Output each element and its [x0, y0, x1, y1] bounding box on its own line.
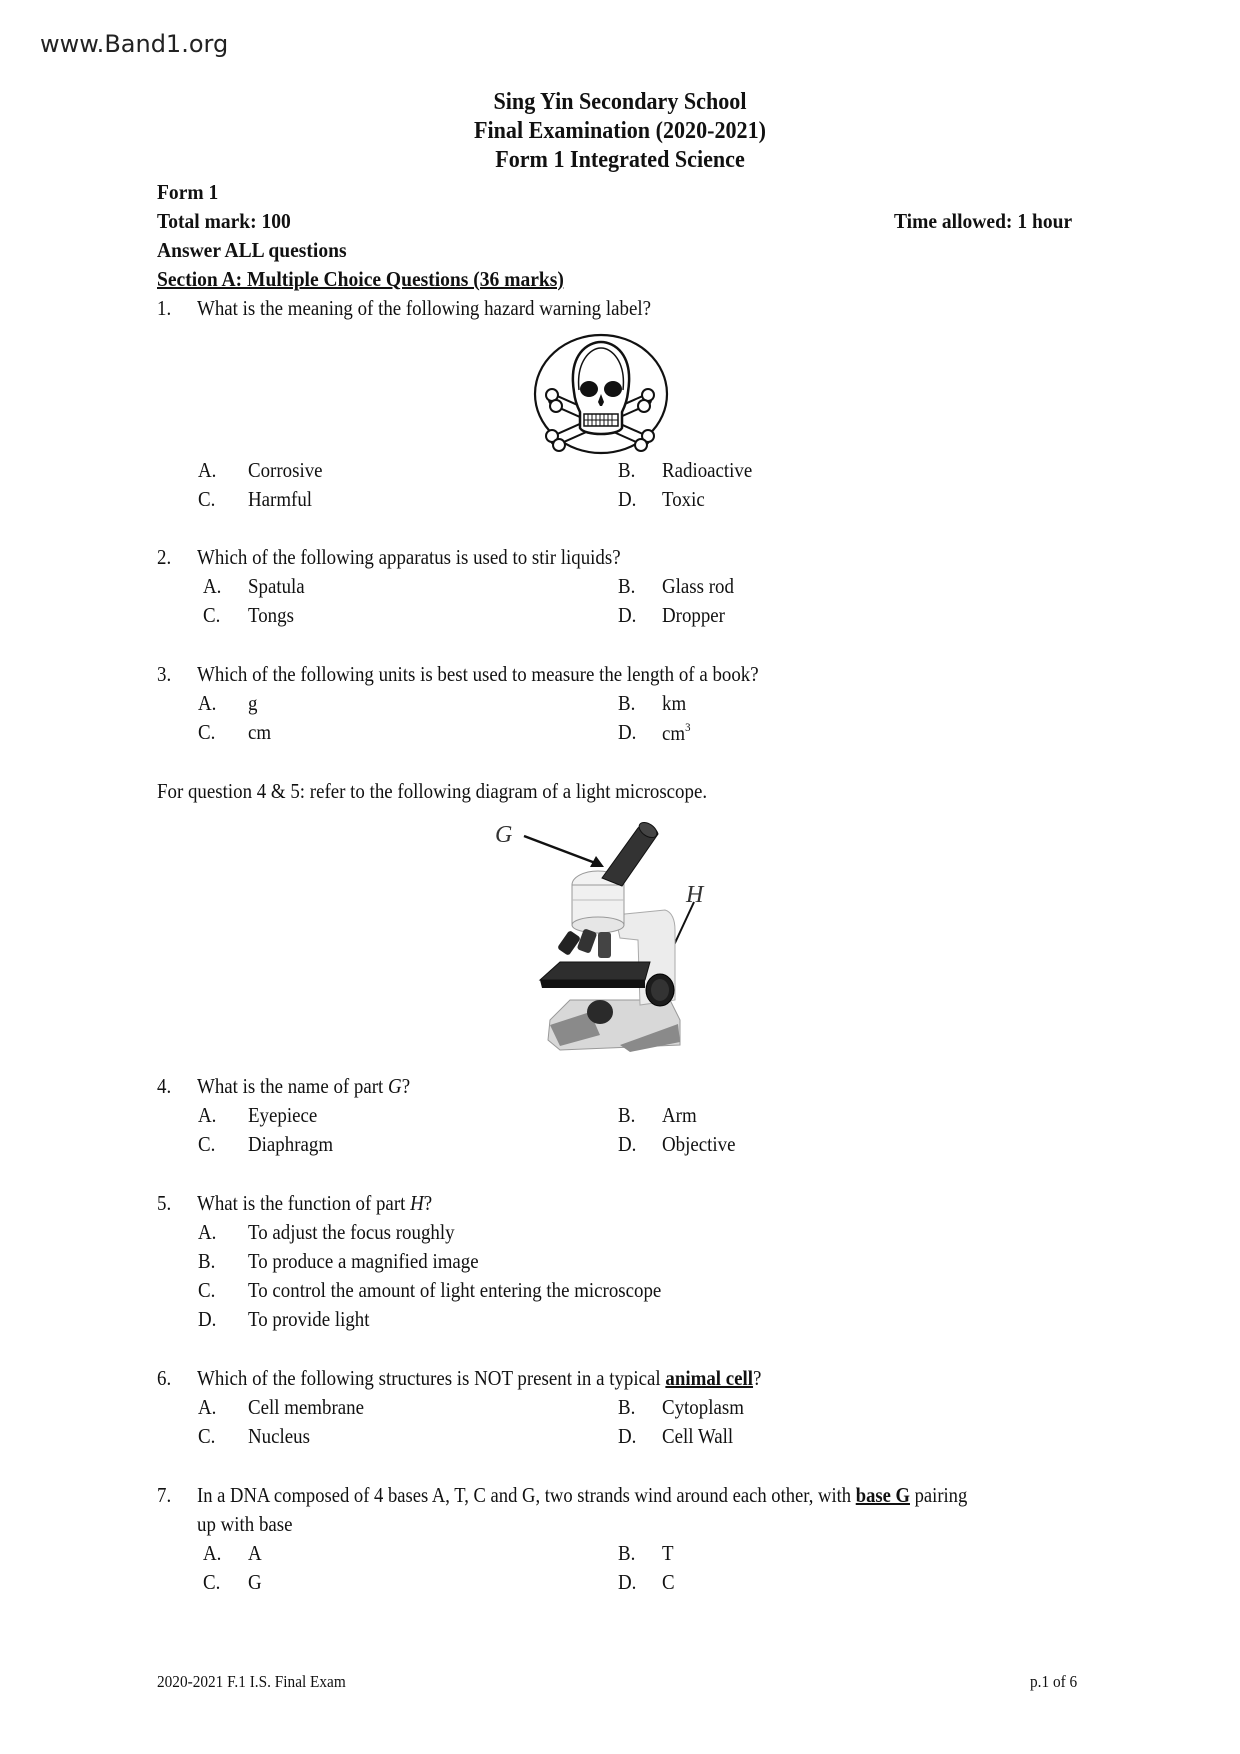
form-label: Form 1 — [157, 180, 219, 204]
option-letter: D. — [618, 720, 637, 744]
question-number: 1. — [157, 296, 172, 320]
option-letter: C. — [203, 603, 221, 627]
microscope-intro: For question 4 & 5: refer to the following diagram of a light microscope. — [157, 779, 708, 803]
option-c[interactable]: Tongs — [248, 603, 294, 627]
option-a[interactable]: Corrosive — [248, 458, 323, 482]
superscript: 3 — [685, 720, 691, 734]
option-d-unit: cm — [662, 721, 686, 745]
option-b[interactable]: Radioactive — [662, 458, 753, 482]
option-letter: D. — [198, 1307, 217, 1331]
question-text-part: ? — [753, 1366, 762, 1390]
label-g: G — [495, 822, 513, 848]
part-label: H — [410, 1191, 424, 1215]
question-number: 5. — [157, 1191, 172, 1215]
question-text-part: pairing — [909, 1483, 968, 1507]
instruction: Answer ALL questions — [157, 238, 347, 262]
footer-page-number: p.1 of 6 — [1030, 1672, 1078, 1691]
option-a[interactable]: To adjust the focus roughly — [248, 1220, 455, 1244]
option-b[interactable]: Arm — [662, 1103, 697, 1127]
option-c[interactable]: Diaphragm — [248, 1132, 334, 1156]
question-text — [197, 1366, 761, 1391]
question-text — [197, 1483, 967, 1508]
question-number: 4. — [157, 1074, 172, 1098]
skull-crossbones-icon — [532, 332, 670, 456]
option-letter: B. — [618, 1395, 636, 1419]
option-letter: D. — [618, 603, 637, 627]
time-allowed: Time allowed: 1 hour — [894, 209, 1073, 233]
question-text: Which of the following apparatus is used to stir liquids? — [197, 545, 621, 569]
option-c[interactable]: To control the amount of light entering the microscope — [248, 1278, 662, 1302]
question-text: Which of the following units is best used to measure the length of a book? — [197, 662, 759, 686]
option-letter: D. — [618, 1132, 637, 1156]
option-letter: B. — [618, 1103, 636, 1127]
option-letter: A. — [198, 458, 217, 482]
option-a[interactable]: Cell membrane — [248, 1395, 364, 1419]
part-label: G — [388, 1074, 402, 1098]
question-number: 6. — [157, 1366, 172, 1390]
option-letter: D. — [618, 1424, 637, 1448]
question-text — [197, 1074, 410, 1099]
option-letter: B. — [198, 1249, 216, 1273]
exam-title: Final Examination (2020-2021) — [474, 118, 766, 144]
option-d[interactable]: To provide light — [248, 1307, 370, 1331]
question-number: 2. — [157, 545, 172, 569]
footer-exam-label: 2020-2021 F.1 I.S. Final Exam — [157, 1672, 346, 1691]
option-b[interactable]: km — [662, 691, 687, 715]
option-c[interactable]: cm — [248, 720, 272, 744]
subject-title: Form 1 Integrated Science — [495, 147, 745, 173]
option-letter: C. — [198, 1424, 216, 1448]
question-text: What is the meaning of the following hazard warning label? — [197, 296, 651, 320]
option-letter: A. — [198, 1395, 217, 1419]
section-heading: Section A: Multiple Choice Questions (36 marks) — [157, 267, 564, 291]
light-microscope-icon — [520, 820, 720, 1070]
option-a[interactable]: Eyepiece — [248, 1103, 318, 1127]
option-c[interactable]: Harmful — [248, 487, 313, 511]
option-letter: C. — [198, 1132, 216, 1156]
question-text-part: In a DNA composed of 4 bases A, T, C and G, two strands wind around each other, with — [197, 1483, 856, 1507]
option-c[interactable]: Nucleus — [248, 1424, 310, 1448]
option-letter: D. — [618, 1570, 637, 1594]
emphasis: base G — [855, 1483, 910, 1507]
option-letter: C. — [198, 1278, 216, 1302]
question-number: 3. — [157, 662, 172, 686]
option-letter: C. — [203, 1570, 221, 1594]
option-a[interactable]: g — [248, 691, 258, 715]
question-text-part: ? — [423, 1191, 433, 1215]
option-letter: C. — [198, 487, 216, 511]
option-letter: B. — [618, 691, 636, 715]
emphasis: animal cell — [665, 1366, 754, 1390]
option-a[interactable]: Spatula — [248, 574, 305, 598]
question-number: 7. — [157, 1483, 172, 1507]
question-text-part: ? — [401, 1074, 411, 1098]
watermark-url: www.Band1.org — [40, 30, 229, 58]
option-letter: A. — [198, 691, 217, 715]
option-b[interactable]: Cytoplasm — [662, 1395, 744, 1419]
option-b[interactable]: T — [662, 1541, 674, 1565]
option-d[interactable]: Toxic — [662, 487, 705, 511]
option-letter: C. — [198, 720, 216, 744]
option-letter: A. — [198, 1220, 217, 1244]
option-a[interactable]: A — [248, 1541, 262, 1565]
total-mark: Total mark: 100 — [157, 209, 291, 233]
option-b[interactable]: To produce a magnified image — [248, 1249, 479, 1273]
school-name: Sing Yin Secondary School — [493, 89, 747, 115]
question-text — [197, 1191, 432, 1216]
option-d[interactable]: Dropper — [662, 603, 725, 627]
option-letter: A. — [203, 574, 222, 598]
option-d[interactable]: Objective — [662, 1132, 736, 1156]
question-text-part: What is the name of part — [197, 1074, 389, 1098]
option-b[interactable]: Glass rod — [662, 574, 734, 598]
question-text-part: Which of the following structures is NOT present in a typical — [197, 1366, 666, 1390]
option-c[interactable]: G — [248, 1570, 262, 1594]
option-d[interactable]: Cell Wall — [662, 1424, 734, 1448]
option-letter: B. — [618, 1541, 636, 1565]
option-d[interactable]: C — [662, 1570, 675, 1594]
question-text-line2: up with base — [197, 1512, 293, 1536]
option-letter: A. — [198, 1103, 217, 1127]
option-letter: B. — [618, 574, 636, 598]
option-d[interactable] — [662, 720, 690, 746]
option-letter: A. — [203, 1541, 222, 1565]
option-letter: D. — [618, 487, 637, 511]
option-letter: B. — [618, 458, 636, 482]
question-text-part: What is the function of part — [197, 1191, 411, 1215]
label-h: H — [686, 882, 704, 908]
